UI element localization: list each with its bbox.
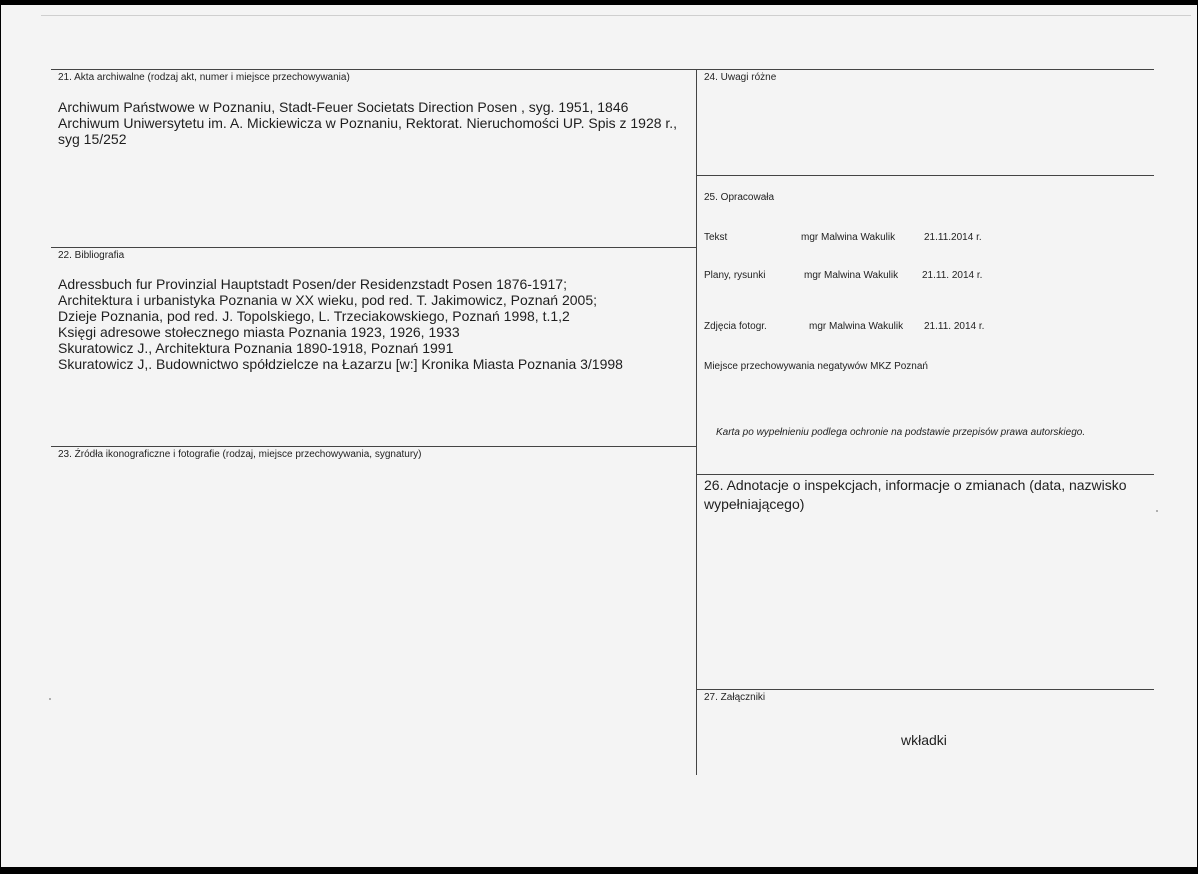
archive-line: Archiwum Państwowe w Poznaniu, Stadt-Feuer Societats Direction Posen , syg. 1951, 1846: [58, 99, 629, 115]
row-plans-author: mgr Malwina Wakulik: [804, 270, 899, 281]
section-22-content: [58, 276, 623, 372]
divider-26-top: [696, 474, 1154, 475]
bibliography-item: Księgi adresowe stołecznego miasta Poznania 1923, 1926, 1933: [58, 324, 460, 340]
negatives-location: Miejsce przechowywania negatywów MKZ Poznań: [704, 361, 928, 372]
divider-22-top: [51, 247, 696, 248]
row-plans-type: Plany, rysunki: [704, 270, 766, 281]
archive-line: syg 15/252: [58, 131, 127, 147]
scan-speck: [1156, 510, 1158, 512]
section-25-label: 25. Opracowała: [704, 192, 775, 203]
bibliography-item: Dzieje Poznania, pod red. J. Topolskiego, L. Trzeciakowskiego, Poznań 1998, t.1,2: [58, 308, 570, 324]
top-edge-line: [41, 15, 1191, 16]
divider-25-top: [696, 175, 1154, 176]
section-21-content: [58, 99, 677, 147]
divider-21-top: [51, 69, 1154, 70]
row-tekst-date: 21.11.2014 r.: [924, 232, 982, 243]
bibliography-item: Skuratowicz J., Architektura Poznania 1890-1918, Poznań 1991: [58, 340, 454, 356]
bibliography-item: Skuratowicz J,. Budownictwo spółdzielcze na Łazarzu [w:] Kronika Miasta Poznania 3/1998: [58, 356, 623, 372]
row-photos-type: Zdjęcia fotogr.: [704, 321, 767, 332]
row-tekst-author: mgr Malwina Wakulik: [801, 232, 896, 243]
section-27-label: 27. Załączniki: [704, 692, 766, 703]
row-photos-date: 21.11. 2014 r.: [924, 321, 985, 332]
section-21-label: 21. Akta archiwalne (rodzaj akt, numer i miejsce przechowywania): [58, 72, 350, 83]
section-22-label: 22. Bibliografia: [58, 250, 125, 261]
copyright-notice: Karta po wypełnieniu podlega ochronie na podstawie przepisów prawa autorskiego.: [716, 427, 1086, 438]
row-tekst-type: Tekst: [704, 232, 728, 243]
row-plans-date: 21.11. 2014 r.: [922, 270, 983, 281]
divider-23-top: [51, 446, 696, 447]
section-24-label: 24. Uwagi różne: [704, 72, 777, 83]
archive-line: Archiwum Uniwersytetu im. A. Mickiewicza w Poznaniu, Rektorat. Nieruchomości UP. Spis z 1928 r.,: [58, 115, 678, 131]
divider-27-top: [696, 689, 1154, 690]
section-23-label: 23. Źródła ikonograficzne i fotografie (rodzaj, miejsce przechowywania, sygnatury): [58, 449, 422, 460]
row-photos-author: mgr Malwina Wakulik: [809, 321, 904, 332]
section-26-label: 26. Adnotacje o inspekcjach, informacje o zmianach (data, nazwisko wypełniającego): [704, 477, 1127, 512]
attachments-content: wkładki: [901, 732, 947, 748]
bibliography-item: Architektura i urbanistyka Poznania w XX wieku, pod red. T. Jakimowicz, Poznań 2005;: [58, 292, 598, 308]
bibliography-item: Adressbuch fur Provinzial Hauptstadt Posen/der Residenzstadt Posen 1876-1917;: [58, 276, 567, 292]
scan-speck: [49, 698, 51, 700]
form-card: [1, 5, 1197, 867]
